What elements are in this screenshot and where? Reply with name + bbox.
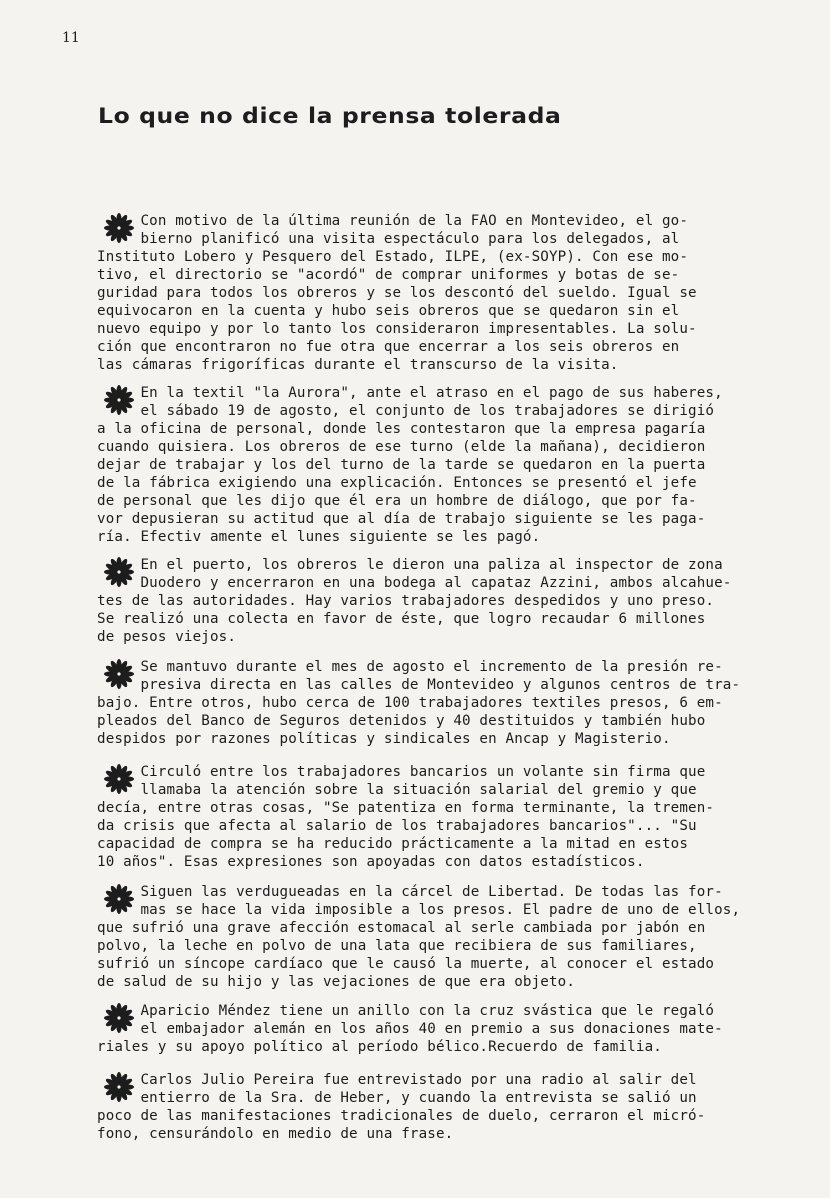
text-line: polvo, la leche en polvo de una lata que recibiera de sus familiares,	[97, 938, 697, 954]
text-line: que sufrió una grave afección estomacal al serle cambiada por jabón en	[97, 920, 706, 936]
text-line: ría. Efectiv amente el lunes siguiente se les pagó.	[97, 529, 541, 545]
text-line: de la fábrica exigiendo una explicación. Entonces se presentó el jefe	[97, 475, 697, 491]
news-item	[97, 763, 787, 871]
text-line: equivocaron en la cuenta y hubo seis obreros que se quedaron sin el	[97, 303, 680, 319]
news-item	[97, 1002, 787, 1056]
text-line: el embajador alemán en los años 40 en premio a sus donaciones mate-	[97, 1021, 723, 1037]
news-item	[97, 883, 787, 991]
text-line: las cámaras frigoríficas durante el transcurso de la visita.	[97, 357, 619, 373]
text-line: nuevo equipo y por lo tanto los consideraron impresentables. La solu-	[97, 321, 697, 337]
text-line: pleados del Banco de Seguros detenidos y 40 destituidos y también hubo	[97, 713, 706, 729]
text-line: mas se hace la vida imposible a los presos. El padre de uno de ellos,	[97, 902, 741, 918]
text-line: presiva directa en las calles de Montevideo y algunos centros de tra-	[97, 677, 741, 693]
text-line: Circuló entre los trabajadores bancarios un volante sin firma que	[97, 764, 706, 780]
text-line: bierno planificó una visita espectáculo para los delegados, al	[97, 231, 680, 247]
page-title: Lo que no dice la prensa tolerada	[98, 103, 562, 129]
text-line: Carlos Julio Pereira fue entrevistado por una radio al salir del	[97, 1072, 697, 1088]
text-line: dejar de trabajar y los del turno de la tarde se quedaron en la puerta	[97, 457, 706, 473]
text-line: de personal que les dijo que él era un hombre de diálogo, que por fa-	[97, 493, 697, 509]
text-line: decía, entre otras cosas, "Se patentiza en forma terminante, la tremen-	[97, 800, 715, 816]
text-line: sufrió un síncope cardíaco que le causó la muerte, al conocer el estado	[97, 956, 715, 972]
news-item	[97, 658, 787, 748]
text-line: a la oficina de personal, donde les contestaron que la empresa pagaría	[97, 421, 706, 437]
text-line: capacidad de compra se ha reducido prácticamente a la mitad en estos	[97, 836, 689, 852]
text-line: Con motivo de la última reunión de la FAO en Montevideo, el go-	[97, 213, 689, 229]
text-line: tes de las autoridades. Hay varios trabajadores despedidos y uno preso.	[97, 593, 715, 609]
news-item	[97, 384, 787, 546]
text-line: el sábado 19 de agosto, el conjunto de los trabajadores se dirigió	[97, 403, 715, 419]
news-item	[97, 212, 787, 374]
news-item	[97, 556, 787, 646]
text-line: En la textil "la Aurora", ante el atraso en el pago de sus haberes,	[97, 385, 723, 401]
text-line: da crisis que afecta al salario de los trabajadores bancarios"... "Su	[97, 818, 697, 834]
text-line: llamaba la atención sobre la situación salarial del gremio y que	[97, 782, 697, 798]
news-item	[97, 1071, 787, 1143]
text-line: Se mantuvo durante el mes de agosto el incremento de la presión re-	[97, 659, 723, 675]
text-line: poco de las manifestaciones tradicionales de duelo, cerraron el micró-	[97, 1108, 706, 1124]
text-line: Se realizó una colecta en favor de éste, que logro recaudar 6 millones	[97, 611, 706, 627]
text-line: 10 años". Esas expresiones son apoyadas con datos estadísticos.	[97, 854, 645, 870]
text-line: de salud de su hijo y las vejaciones de que era objeto.	[97, 974, 576, 990]
text-line: Siguen las verdugueadas en la cárcel de Libertad. De todas las for-	[97, 884, 723, 900]
text-line: fono, censurándolo en medio de una frase.	[97, 1126, 454, 1142]
text-line: vor depusieran su actitud que al día de trabajo siguiente se les paga-	[97, 511, 706, 527]
page-number: 11	[62, 30, 80, 46]
text-line: de pesos viejos.	[97, 629, 237, 645]
text-line: bajo. Entre otros, hubo cerca de 100 trabajadores textiles presos, 6 em-	[97, 695, 723, 711]
text-line: tivo, el directorio se "acordó" de comprar uniformes y botas de se-	[97, 267, 680, 283]
text-line: guridad para todos los obreros y se los descontó del sueldo. Igual se	[97, 285, 697, 301]
text-line: Aparicio Méndez tiene un anillo con la cruz svástica que le regaló	[97, 1003, 715, 1019]
text-line: En el puerto, los obreros le dieron una paliza al inspector de zona	[97, 557, 723, 573]
text-line: Duodero y encerraron en una bodega al capataz Azzini, ambos alcahue-	[97, 575, 732, 591]
text-line: cuando quisiera. Los obreros de ese turno (elde la mañana), decidieron	[97, 439, 706, 455]
text-line: despidos por razones políticas y sindicales en Ancap y Magisterio.	[97, 731, 671, 747]
text-line: ción que encontraron no fue otra que encerrar a los seis obreros en	[97, 339, 680, 355]
text-line: riales y su apoyo político al período bélico.Recuerdo de familia.	[97, 1039, 662, 1055]
text-line: Instituto Lobero y Pesquero del Estado, ILPE, (ex-SOYP). Con ese mo-	[97, 249, 689, 265]
text-line: entierro de la Sra. de Heber, y cuando la entrevista se salió un	[97, 1090, 697, 1106]
